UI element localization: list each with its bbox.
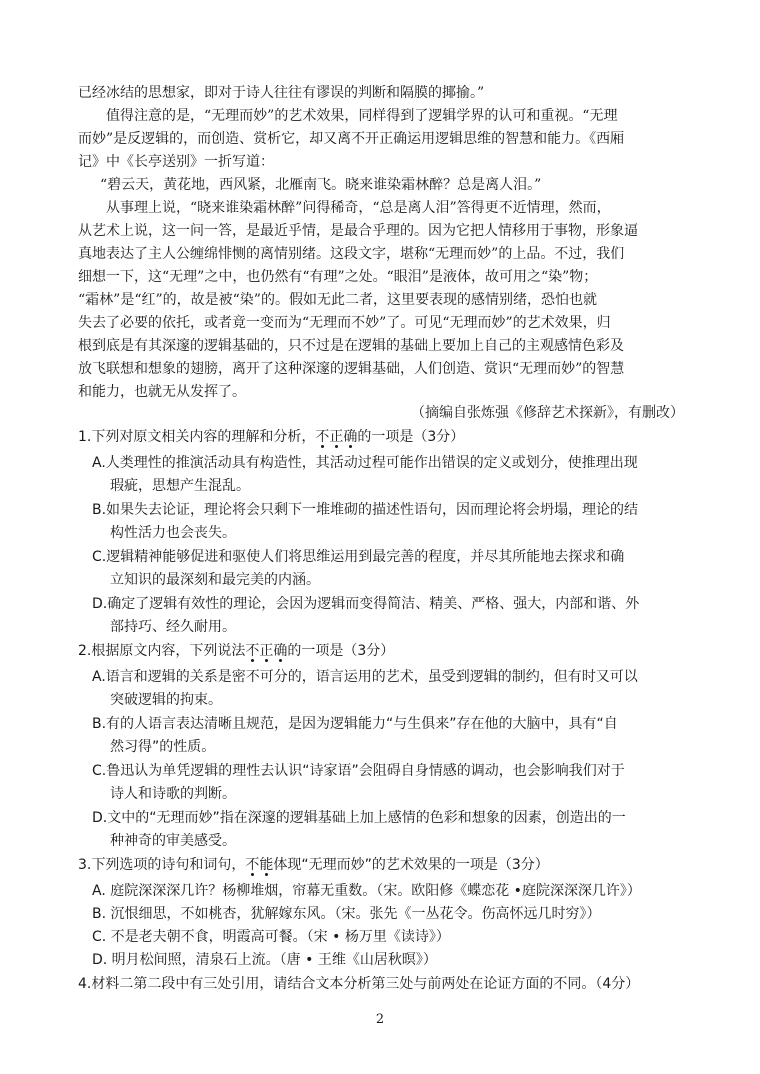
question-1-option-a-cont: 瑕疵，思想产生混乱。	[110, 478, 250, 494]
question-2-stem	[78, 640, 684, 662]
emphasis-char: 正	[259, 643, 274, 659]
question-2-emphasis-text	[245, 643, 287, 659]
passage-line: 已经冰结的思想家，即对于诗人往往有谬误的判断和隔膜的揶揄。”	[78, 85, 485, 101]
question-1-option-d[interactable]: D.确定了逻辑有效性的理论，会因为逻辑而变得简洁、精美、严格、强大，内部和谐、外	[92, 596, 640, 612]
emphasis-char: 能	[259, 857, 274, 873]
passage-line: 细想一下，这“无理”之中，也仍然有“有理”之处。“眼泪”是液体，故可用之“染”物；	[78, 269, 598, 285]
question-3-emphasis-text	[245, 857, 273, 873]
question-2-option-c-cont: 诗人和诗歌的判断。	[110, 786, 236, 802]
question-3-option-d[interactable]: D. 明月松间照，清泉石上流。（唐 • 王维《山居秋暝》）	[92, 952, 437, 968]
passage-line: 记》中《长亭送别》一折写道：	[78, 154, 274, 170]
emphasis-char: 不	[315, 429, 330, 445]
emphasis-char: 不	[245, 643, 260, 659]
passage-line: 而妙”是反逻辑的，而创造、赏析它，却又离不开正确运用逻辑思维的智慧和能力。《西厢	[78, 131, 625, 147]
passage-line: 放飞联想和想象的翅膀，离开了这种深邃的逻辑基础，人们创造、赏识“无理而妙”的智慧	[78, 361, 625, 377]
question-1-option-a[interactable]: A.人类理性的推演活动具有构造性，其活动过程可能作出错误的定义或划分，使推理出现	[92, 455, 638, 471]
passage-line: 根到底是有其深邃的逻辑基础的，只不过是在逻辑的基础上要加上自己的主观感情色彩及	[78, 338, 624, 354]
question-2-stem-a: 2.根据原文内容，下列说法	[78, 643, 246, 659]
emphasis-char: 正	[329, 429, 344, 445]
question-2-option-d[interactable]: D.文中的“无理而妙”指在深邃的逻辑基础上加上感情的色彩和想象的因素，创造出的一	[92, 810, 626, 826]
question-2-emphasis	[245, 643, 287, 659]
question-1-option-c[interactable]: C.逻辑精神能够促进和驱使人们将思维运用到最完善的程度，并尽其所能地去探求和确	[92, 549, 625, 565]
emphasis-char: 确	[273, 643, 288, 659]
question-3-stem-b: 体现“无理而妙”的艺术效果的一项是（3分）	[273, 857, 549, 873]
question-2-option-a[interactable]: A.语言和逻辑的关系是密不可分的，语言运用的艺术，虽受到逻辑的制约，但有时又可以	[92, 669, 638, 685]
passage-quote: “碧云天，黄花地，西风紧，北雁南飞。晓来谁染霜林醉？总是离人泪。”	[100, 177, 542, 193]
question-1-option-c-cont: 立知识的最深刻和最完美的内涵。	[110, 572, 320, 588]
passage-line: 和能力，也就无从发挥了。	[78, 384, 246, 400]
question-1-option-b-cont: 构性活力也会丧失。	[110, 525, 236, 541]
page-number: 2	[375, 1012, 385, 1027]
source-citation: （摘编自张炼强《修辞艺术探新》，有删改）	[411, 405, 684, 421]
passage-line: 值得注意的是，“无理而妙”的艺术效果，同样得到了逻辑学界的认可和重视。“无理	[106, 108, 618, 124]
question-3-option-c[interactable]: C. 不是老夫朝不食，明霞高可餐。（宋 • 杨万里《读诗》）	[92, 929, 450, 945]
question-3-option-b[interactable]: B. 沉恨细思，不如桃杏，犹解嫁东风。（宋。张先《一丛花令。伤高怀远几时穷》）	[92, 906, 601, 922]
question-3-stem	[78, 854, 684, 876]
question-2-option-b-cont: 然习得”的性质。	[110, 739, 216, 755]
emphasis-char: 确	[343, 429, 358, 445]
question-2-option-b[interactable]: B.有的人语言表达清晰且规范，是因为逻辑能力“与生俱来”存在他的大脑中，具有“自	[92, 716, 618, 732]
question-4-stem: 4.材料二第二段中有三处引用，请结合文本分析第三处与前两处在论证方面的不同。（4分）	[78, 976, 640, 992]
question-2-option-c[interactable]: C.鲁迅认为单凭逻辑的理性去认识“诗家语”会阻碍自身情感的调动，也会影响我们对于	[92, 763, 625, 779]
question-1-stem	[78, 426, 684, 448]
passage-line: 从事理上说，“晓来谁染霜林醉”问得稀奇，“总是离人泪”答得更不近情理，然而，	[106, 200, 611, 216]
question-2-stem-b: 的一项是（3分）	[287, 643, 395, 659]
passage-line: 失去了必要的依托，或者竟一变而为“无理而不妙”了。可见“无理而妙”的艺术效果，归	[78, 315, 611, 331]
question-1-stem-b: 的一项是（3分）	[357, 429, 465, 445]
question-3-stem-a: 3.下列选项的诗句和词句，	[78, 857, 246, 873]
question-1-option-b[interactable]: B.如果失去论证，理论将会只剩下一堆堆砌的描述性语句，因而理论将会坍塌，理论的结	[92, 502, 639, 518]
question-2-option-a-cont: 突破逻辑的拘束。	[110, 692, 222, 708]
question-3-option-a[interactable]: A. 庭院深深深几许？杨柳堆烟，帘幕无重数。（宋。欧阳修《蝶恋花 •庭院深深深几许》）	[92, 883, 641, 899]
question-1-emphasis-text	[315, 429, 357, 445]
question-2-option-d-cont: 种神奇的审美感受。	[110, 833, 236, 849]
passage-line: “霜林”是“红”的，故是被“染”的。假如无此二者，这里要表现的感情别绪，恐怕也就	[78, 292, 597, 308]
passage-line: 真地表达了主人公缠绵悱恻的离情别绪。这段文字，堪称“无理而妙”的上品。不过，我们	[78, 246, 625, 262]
passage-line: 从艺术上说，这一问一答，是最近乎情，是最合乎理的。因为它把人情移用于事物，形象逼	[78, 223, 638, 239]
emphasis-char: 不	[245, 857, 260, 873]
question-3-emphasis	[245, 857, 273, 873]
question-1-emphasis	[315, 429, 357, 445]
question-1-stem-a: 1.下列对原文相关内容的理解和分析，	[78, 429, 316, 445]
question-1-option-d-cont: 部持巧、经久耐用。	[110, 619, 236, 635]
